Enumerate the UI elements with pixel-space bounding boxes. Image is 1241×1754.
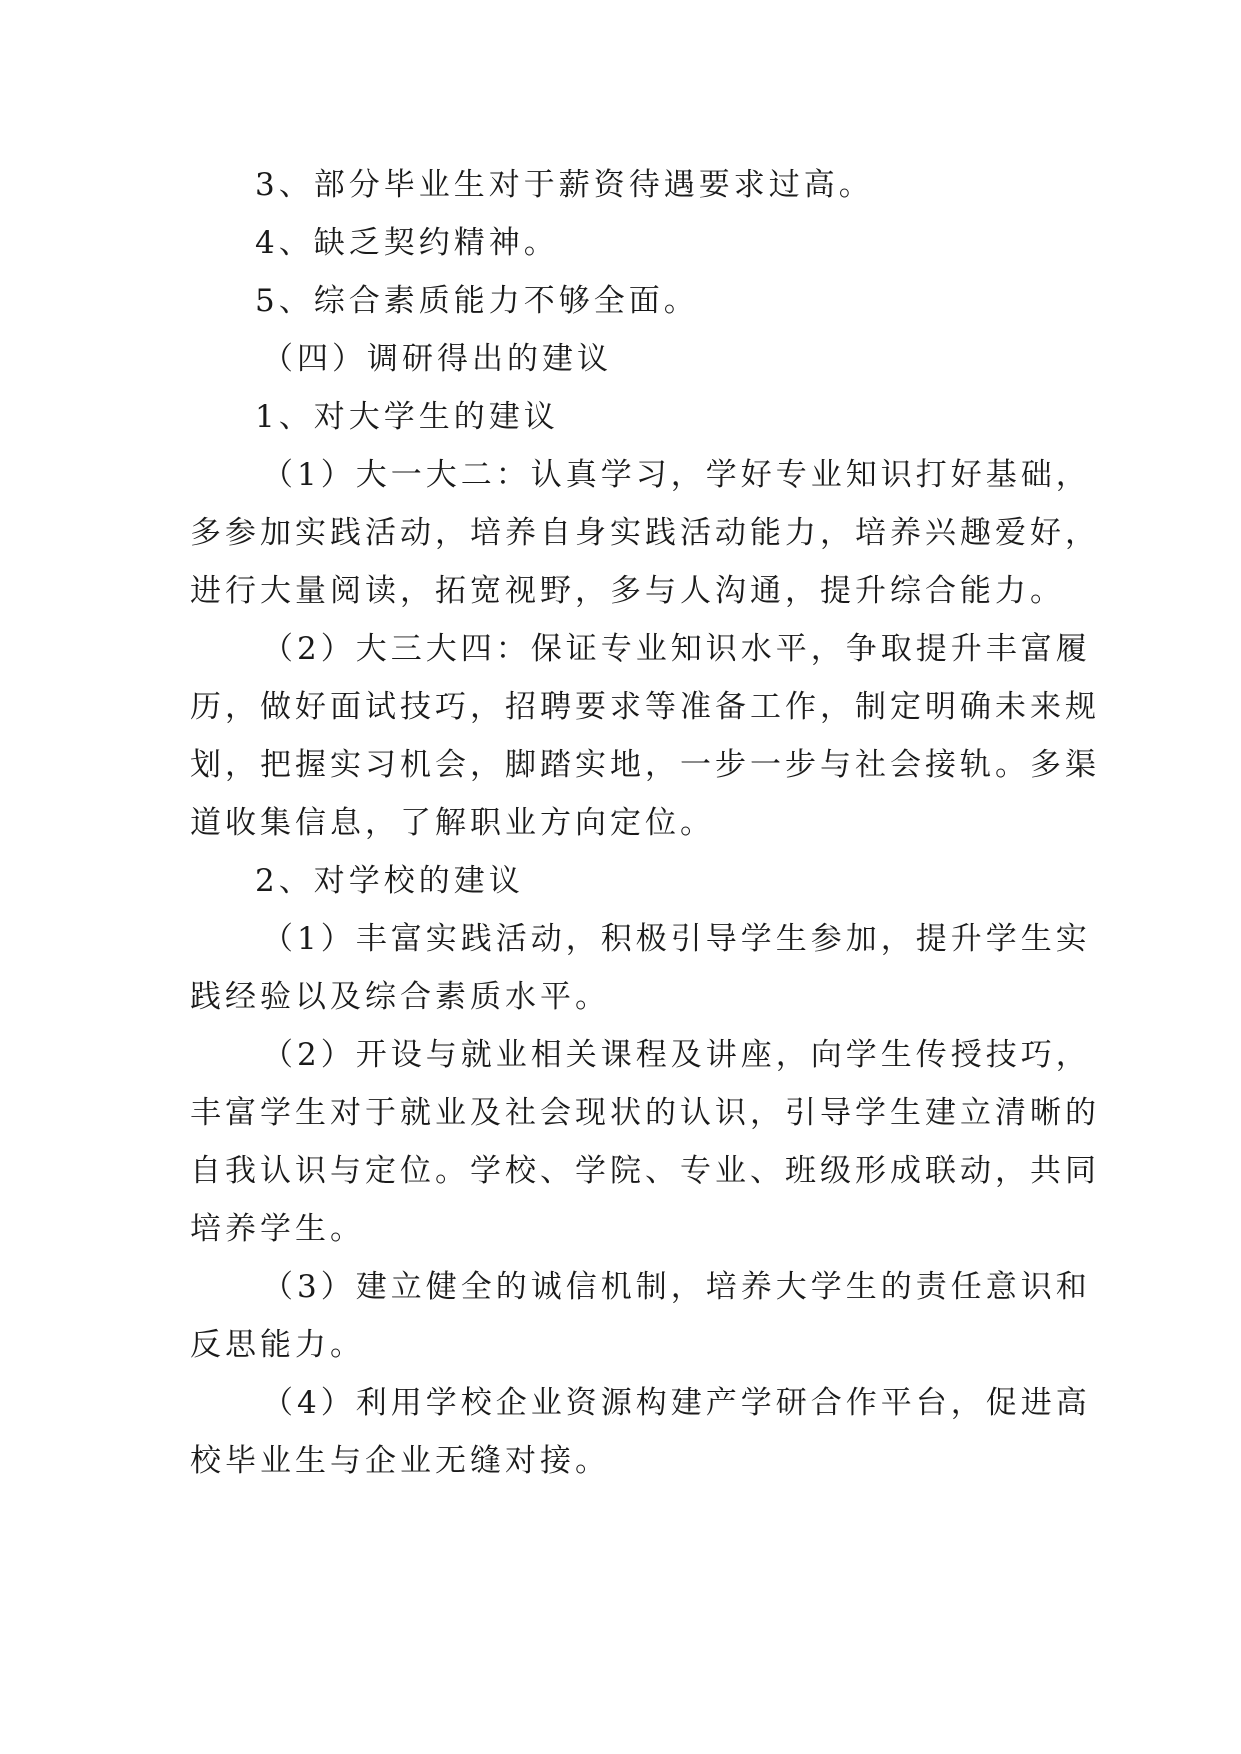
paragraph-line: 培养学生。: [190, 1211, 365, 1247]
subheading-school: 2、对学校的建议: [255, 863, 524, 899]
text-line-issue-3: 3、部分毕业生对于薪资待遇要求过高。: [255, 167, 874, 203]
paragraph-line: （2）开设与就业相关课程及讲座，向学生传授技巧，: [262, 1037, 1091, 1073]
section-heading-suggestions: （四）调研得出的建议: [262, 341, 612, 377]
subheading-students: 1、对大学生的建议: [255, 399, 559, 435]
paragraph-line: （3）建立健全的诚信机制，培养大学生的责任意识和: [262, 1269, 1091, 1305]
paragraph-line: 自我认识与定位。学校、学院、专业、班级形成联动，共同: [190, 1153, 1100, 1189]
paragraph-line: 践经验以及综合素质水平。: [190, 979, 610, 1015]
text-line-issue-5: 5、综合素质能力不够全面。: [255, 283, 699, 319]
paragraph-line: 历，做好面试技巧，招聘要求等准备工作，制定明确未来规: [190, 689, 1100, 725]
text-line-issue-4: 4、缺乏契约精神。: [255, 225, 559, 261]
paragraph-line: （2）大三大四：保证专业知识水平，争取提升丰富履: [262, 631, 1091, 667]
paragraph-line: 道收集信息，了解职业方向定位。: [190, 805, 715, 841]
paragraph-line: 反思能力。: [190, 1327, 365, 1363]
paragraph-line: 多参加实践活动，培养自身实践活动能力，培养兴趣爱好，: [190, 515, 1100, 551]
paragraph-line: （4）利用学校企业资源构建产学研合作平台，促进高: [262, 1385, 1091, 1421]
paragraph-line: （1）丰富实践活动，积极引导学生参加，提升学生实: [262, 921, 1091, 957]
paragraph-line: 丰富学生对于就业及社会现状的认识，引导学生建立清晰的: [190, 1095, 1100, 1131]
paragraph-line: 进行大量阅读，拓宽视野，多与人沟通，提升综合能力。: [190, 573, 1065, 609]
paragraph-line: （1）大一大二：认真学习，学好专业知识打好基础，: [262, 457, 1091, 493]
paragraph-line: 校毕业生与企业无缝对接。: [190, 1443, 610, 1479]
paragraph-line: 划，把握实习机会，脚踏实地，一步一步与社会接轨。多渠: [190, 747, 1100, 783]
